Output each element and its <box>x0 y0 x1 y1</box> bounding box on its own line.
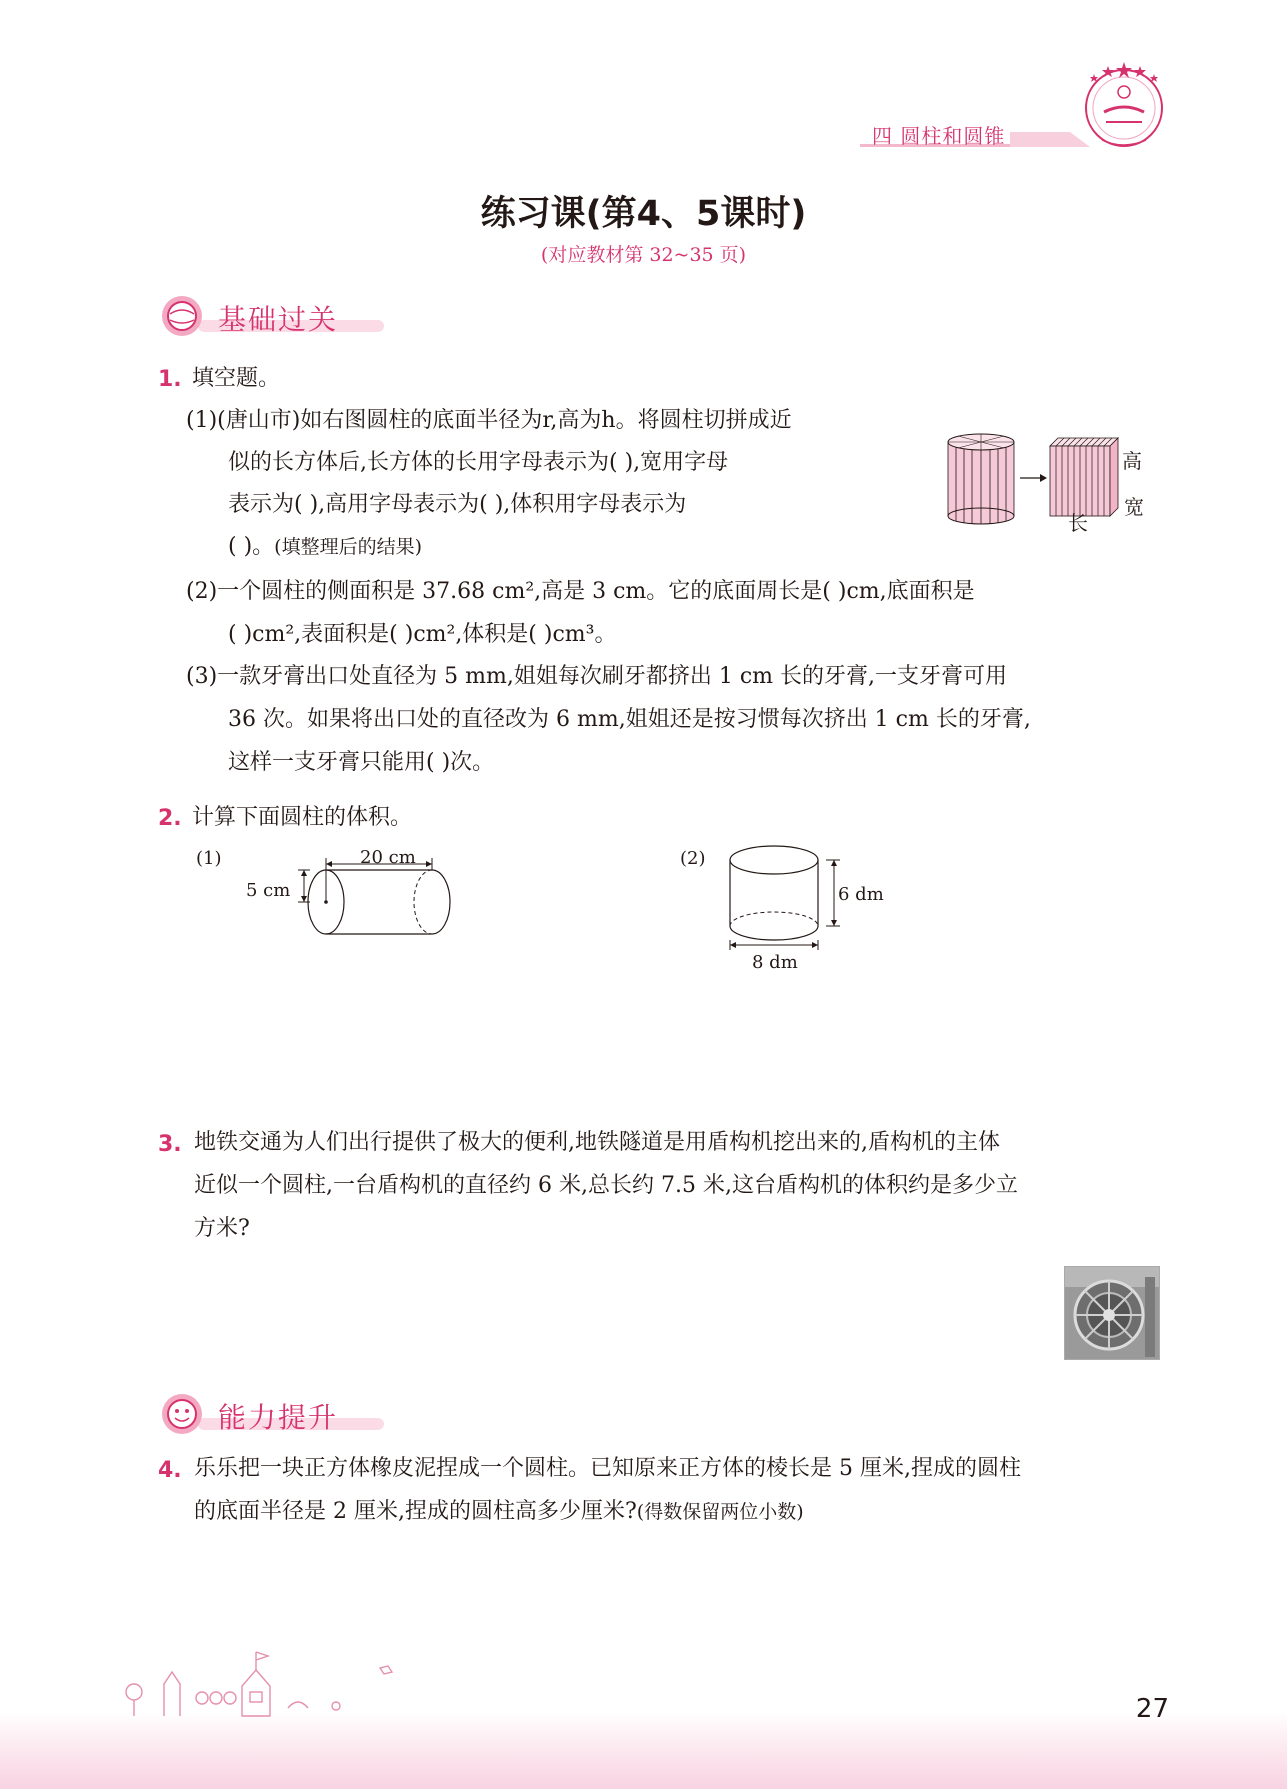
q1-p3-line2: 36 次。如果将出口处的直径改为 6 mm,姐姐还是按习惯每次挤出 1 cm 长的牙膏, <box>228 707 1031 732</box>
chapter-label: 四 圆柱和圆锥 <box>872 124 1006 148</box>
footer-band <box>0 1712 1287 1789</box>
q1-p3-line3: 这样一支牙膏只能用( )次。 <box>228 750 495 775</box>
q2-fig1-label: (1) <box>196 848 222 869</box>
q1-text: 填空题。 <box>192 366 281 391</box>
q2-text: 计算下面圆柱的体积。 <box>192 805 413 830</box>
section-label-basic: 基础过关 <box>218 303 339 336</box>
q3-line3: 方米? <box>194 1216 250 1241</box>
fig-label-length: 长 <box>1068 511 1088 535</box>
q3-number: 3. <box>158 1132 182 1157</box>
q1-p1-line1: (1)(唐山市)如右图圆柱的底面半径为r,高为h。将圆柱切拼成近 <box>186 408 792 433</box>
section-header-basic <box>158 292 388 340</box>
q2-fig1-length: 20 cm <box>360 847 416 868</box>
footer-town-illustration <box>118 1646 418 1718</box>
q4-line1: 乐乐把一块正方体橡皮泥捏成一个圆柱。已知原来正方体的棱长是 5 厘米,捏成的圆柱 <box>194 1456 1021 1481</box>
q3-line1: 地铁交通为人们出行提供了极大的便利,地铁隧道是用盾构机挖出来的,盾构机的主体 <box>194 1130 1000 1155</box>
q2-number: 2. <box>158 806 182 831</box>
fig-label-width: 宽 <box>1124 495 1144 519</box>
q4-line2-main: 的底面半径是 2 厘米,捏成的圆柱高多少厘米? <box>194 1499 637 1524</box>
cylinder-to-cuboid-figure <box>940 428 1140 532</box>
q2-fig2-diameter: 8 dm <box>752 952 798 973</box>
q4-number: 4. <box>158 1458 182 1483</box>
q1-p1-hint: (填整理后的结果) <box>274 536 422 558</box>
page-number: 27 <box>1135 1694 1169 1724</box>
q1-p3-line1: (3)一款牙膏出口处直径为 5 mm,姐姐每次刷牙都挤出 1 cm 长的牙膏,一支牙膏可用 <box>186 664 1008 689</box>
q2-fig2-label: (2) <box>680 848 706 869</box>
tunnel-boring-machine-photo <box>1064 1266 1160 1360</box>
q1-p1-line2: 似的长方体后,长方体的长用字母表示为( ),宽用字母 <box>228 450 729 475</box>
q4-hint: (得数保留两位小数) <box>636 1501 804 1523</box>
q1-p1-line4-main: ( )。 <box>228 534 275 559</box>
page-title: 练习课(第4、5课时) <box>480 194 807 234</box>
q2-fig2-height: 6 dm <box>838 884 884 905</box>
q1-p2-line2: ( )cm²,表面积是( )cm²,体积是( )cm³。 <box>228 622 617 647</box>
q1-p1-line4 <box>228 532 422 562</box>
q1-p1-line3: 表示为( ),高用字母表示为( ),体积用字母表示为 <box>228 492 687 517</box>
q1-number: 1. <box>158 367 182 392</box>
q3-line2: 近似一个圆柱,一台盾构机的直径约 6 米,总长约 7.5 米,这台盾构机的体积约是多少立 <box>194 1173 1018 1198</box>
q1-p2-line1: (2)一个圆柱的侧面积是 37.68 cm²,高是 3 cm。它的底面周长是( )cm,底面积是 <box>186 579 975 604</box>
fig-label-height: 高 <box>1122 449 1142 473</box>
section-header-advanced <box>158 1390 388 1438</box>
page-subtitle: (对应教材第 32~35 页) <box>540 244 747 266</box>
q4-line2 <box>194 1497 804 1527</box>
q2-fig1-radius: 5 cm <box>246 880 291 901</box>
section-label-advanced: 能力提升 <box>218 1401 339 1434</box>
